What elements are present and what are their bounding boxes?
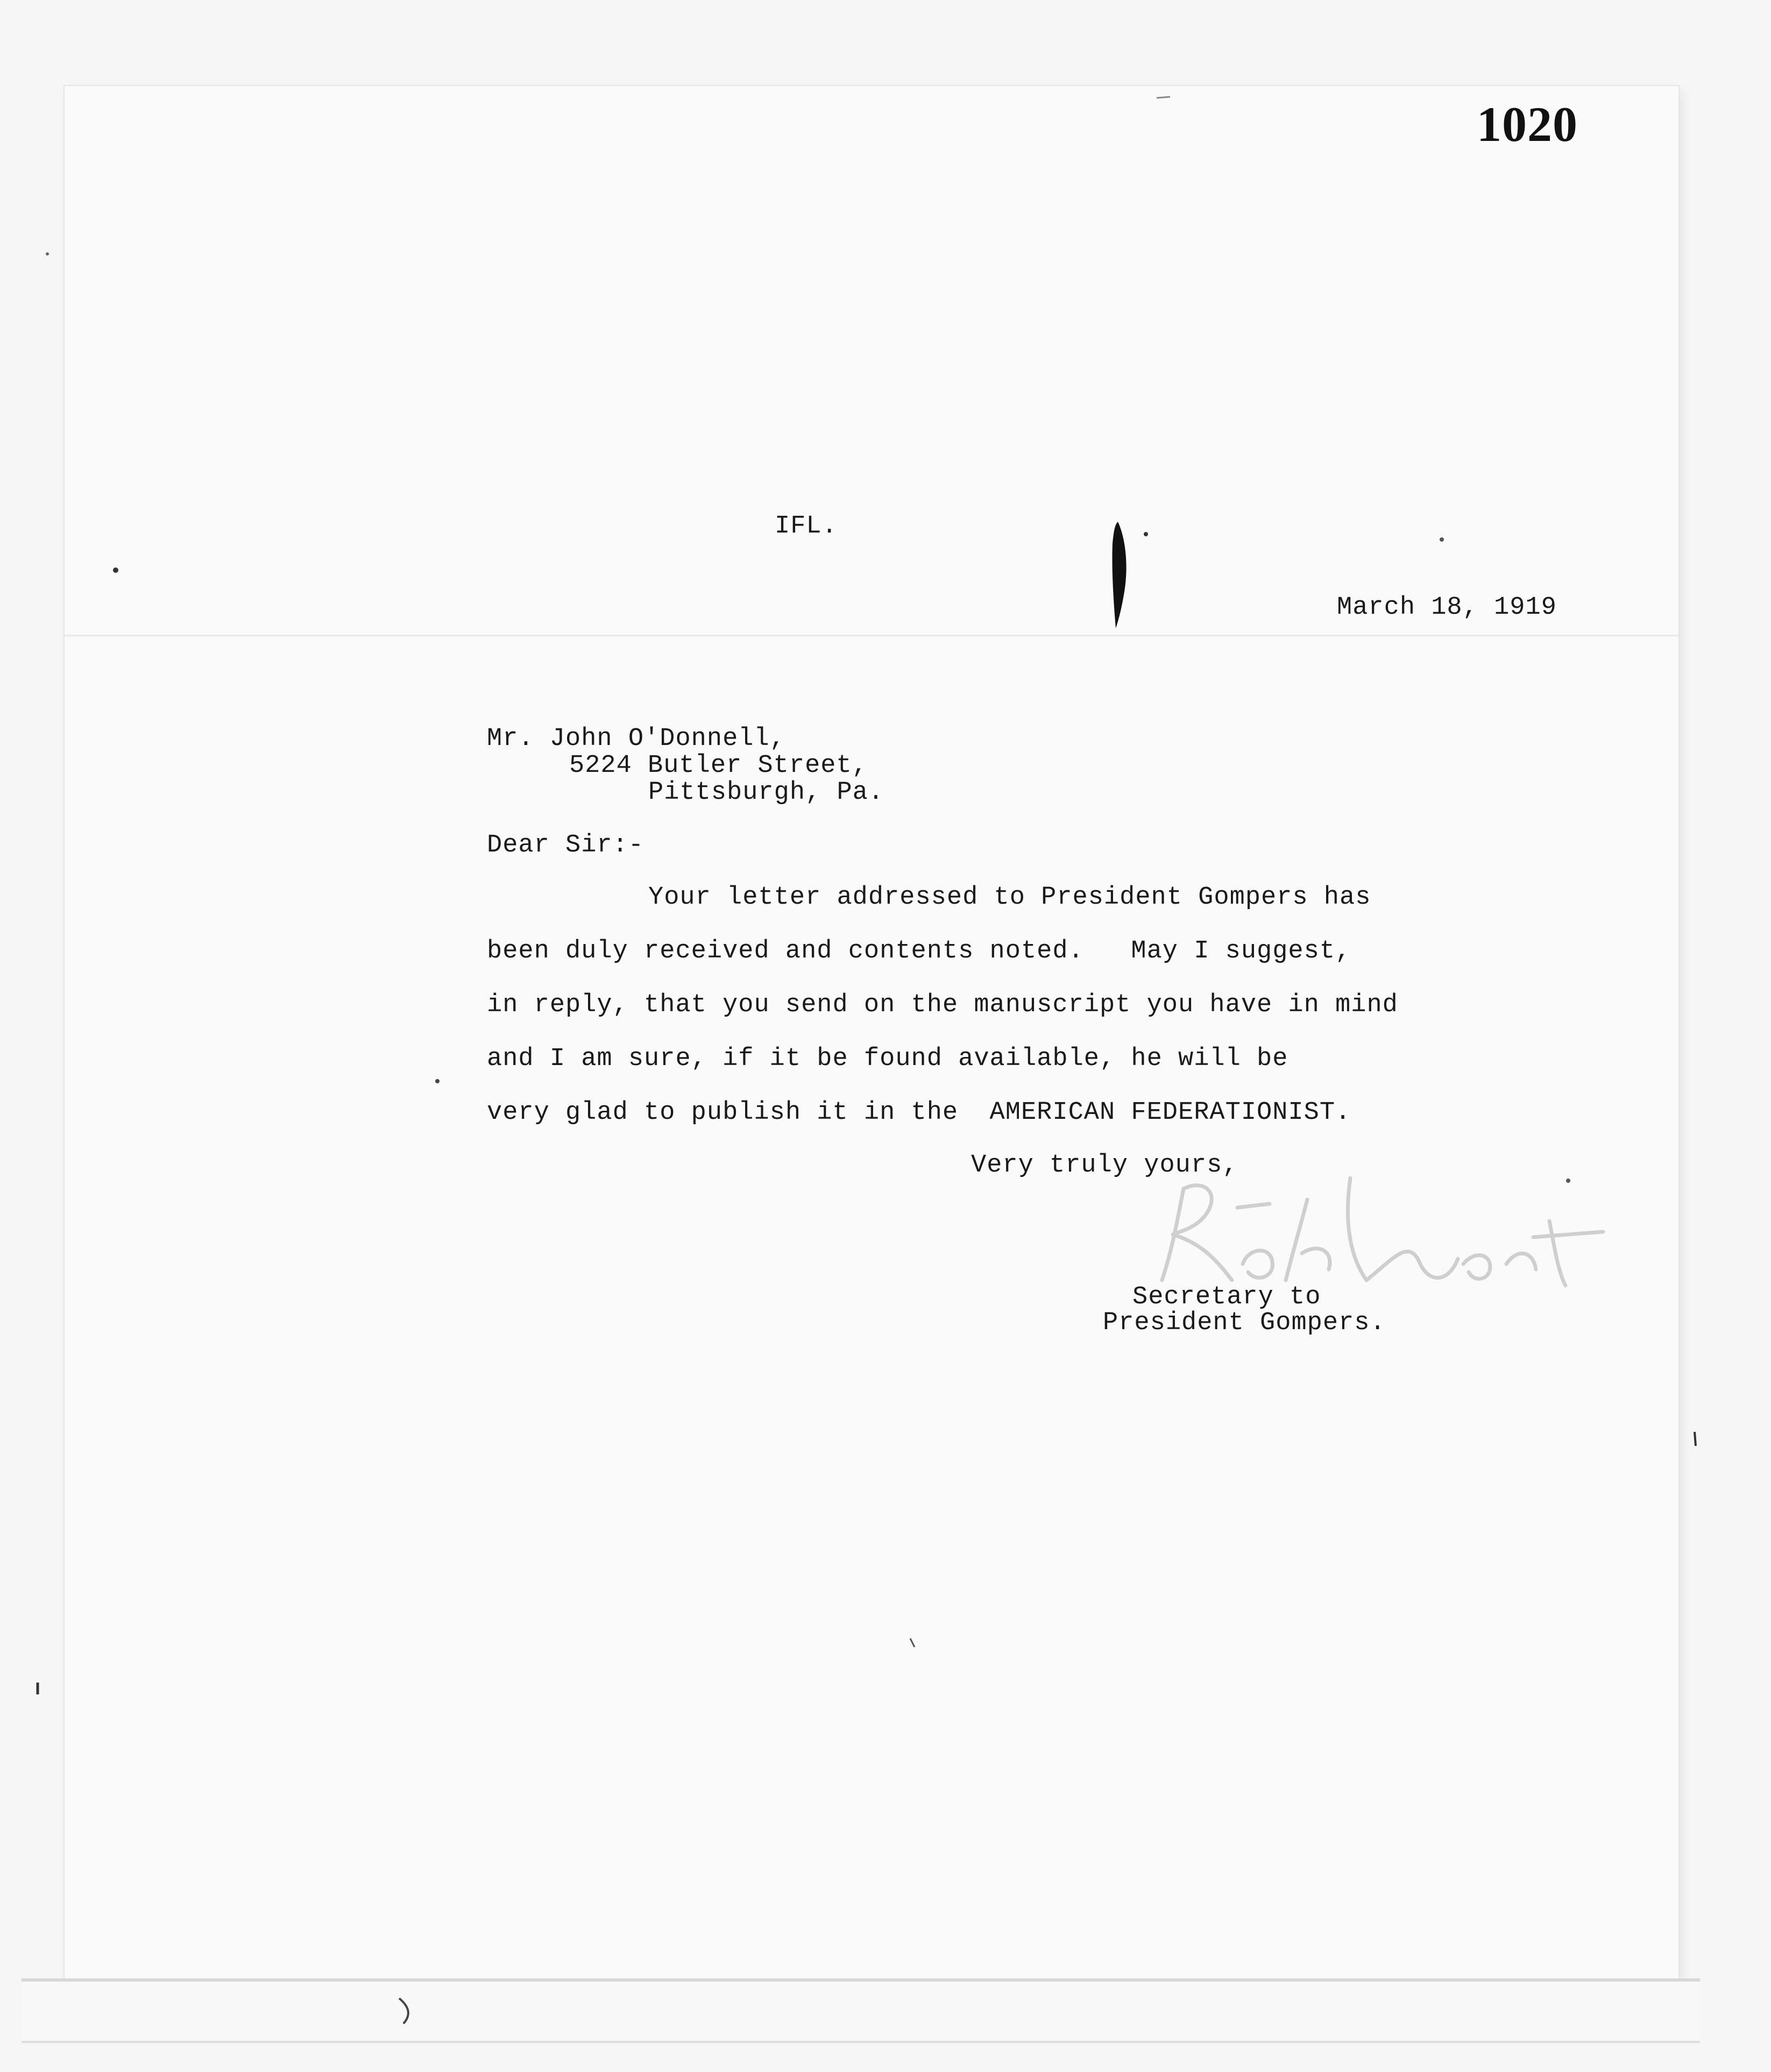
recipient-street: 5224 Butler Street, [569,751,868,780]
signature-title-line2: President Gompers. [1103,1309,1386,1337]
page-number: 1020 [1477,97,1578,152]
recipient-name: Mr. John O'Donnell, [487,725,785,753]
body-line: very glad to publish it in the AMERICAN FEDERATIONIST. [487,1098,1351,1127]
file-code: IFL. [775,512,838,541]
body-line: in reply, that you send on the manuscript you have in mind [487,991,1398,1019]
body-line: been duly received and contents noted. May I suggest, [487,937,1351,966]
signature-title-line1: Secretary to [1132,1283,1321,1311]
body-line: and I am sure, if it be found available, he will be [487,1045,1288,1073]
letter-date: March 18, 1919 [1337,593,1557,622]
recipient-city: Pittsburgh, Pa. [648,778,884,807]
closing: Very truly yours, [971,1151,1238,1180]
body-line: Your letter addressed to President Gompers has [648,883,1371,912]
salutation: Dear Sir:- [487,831,644,860]
